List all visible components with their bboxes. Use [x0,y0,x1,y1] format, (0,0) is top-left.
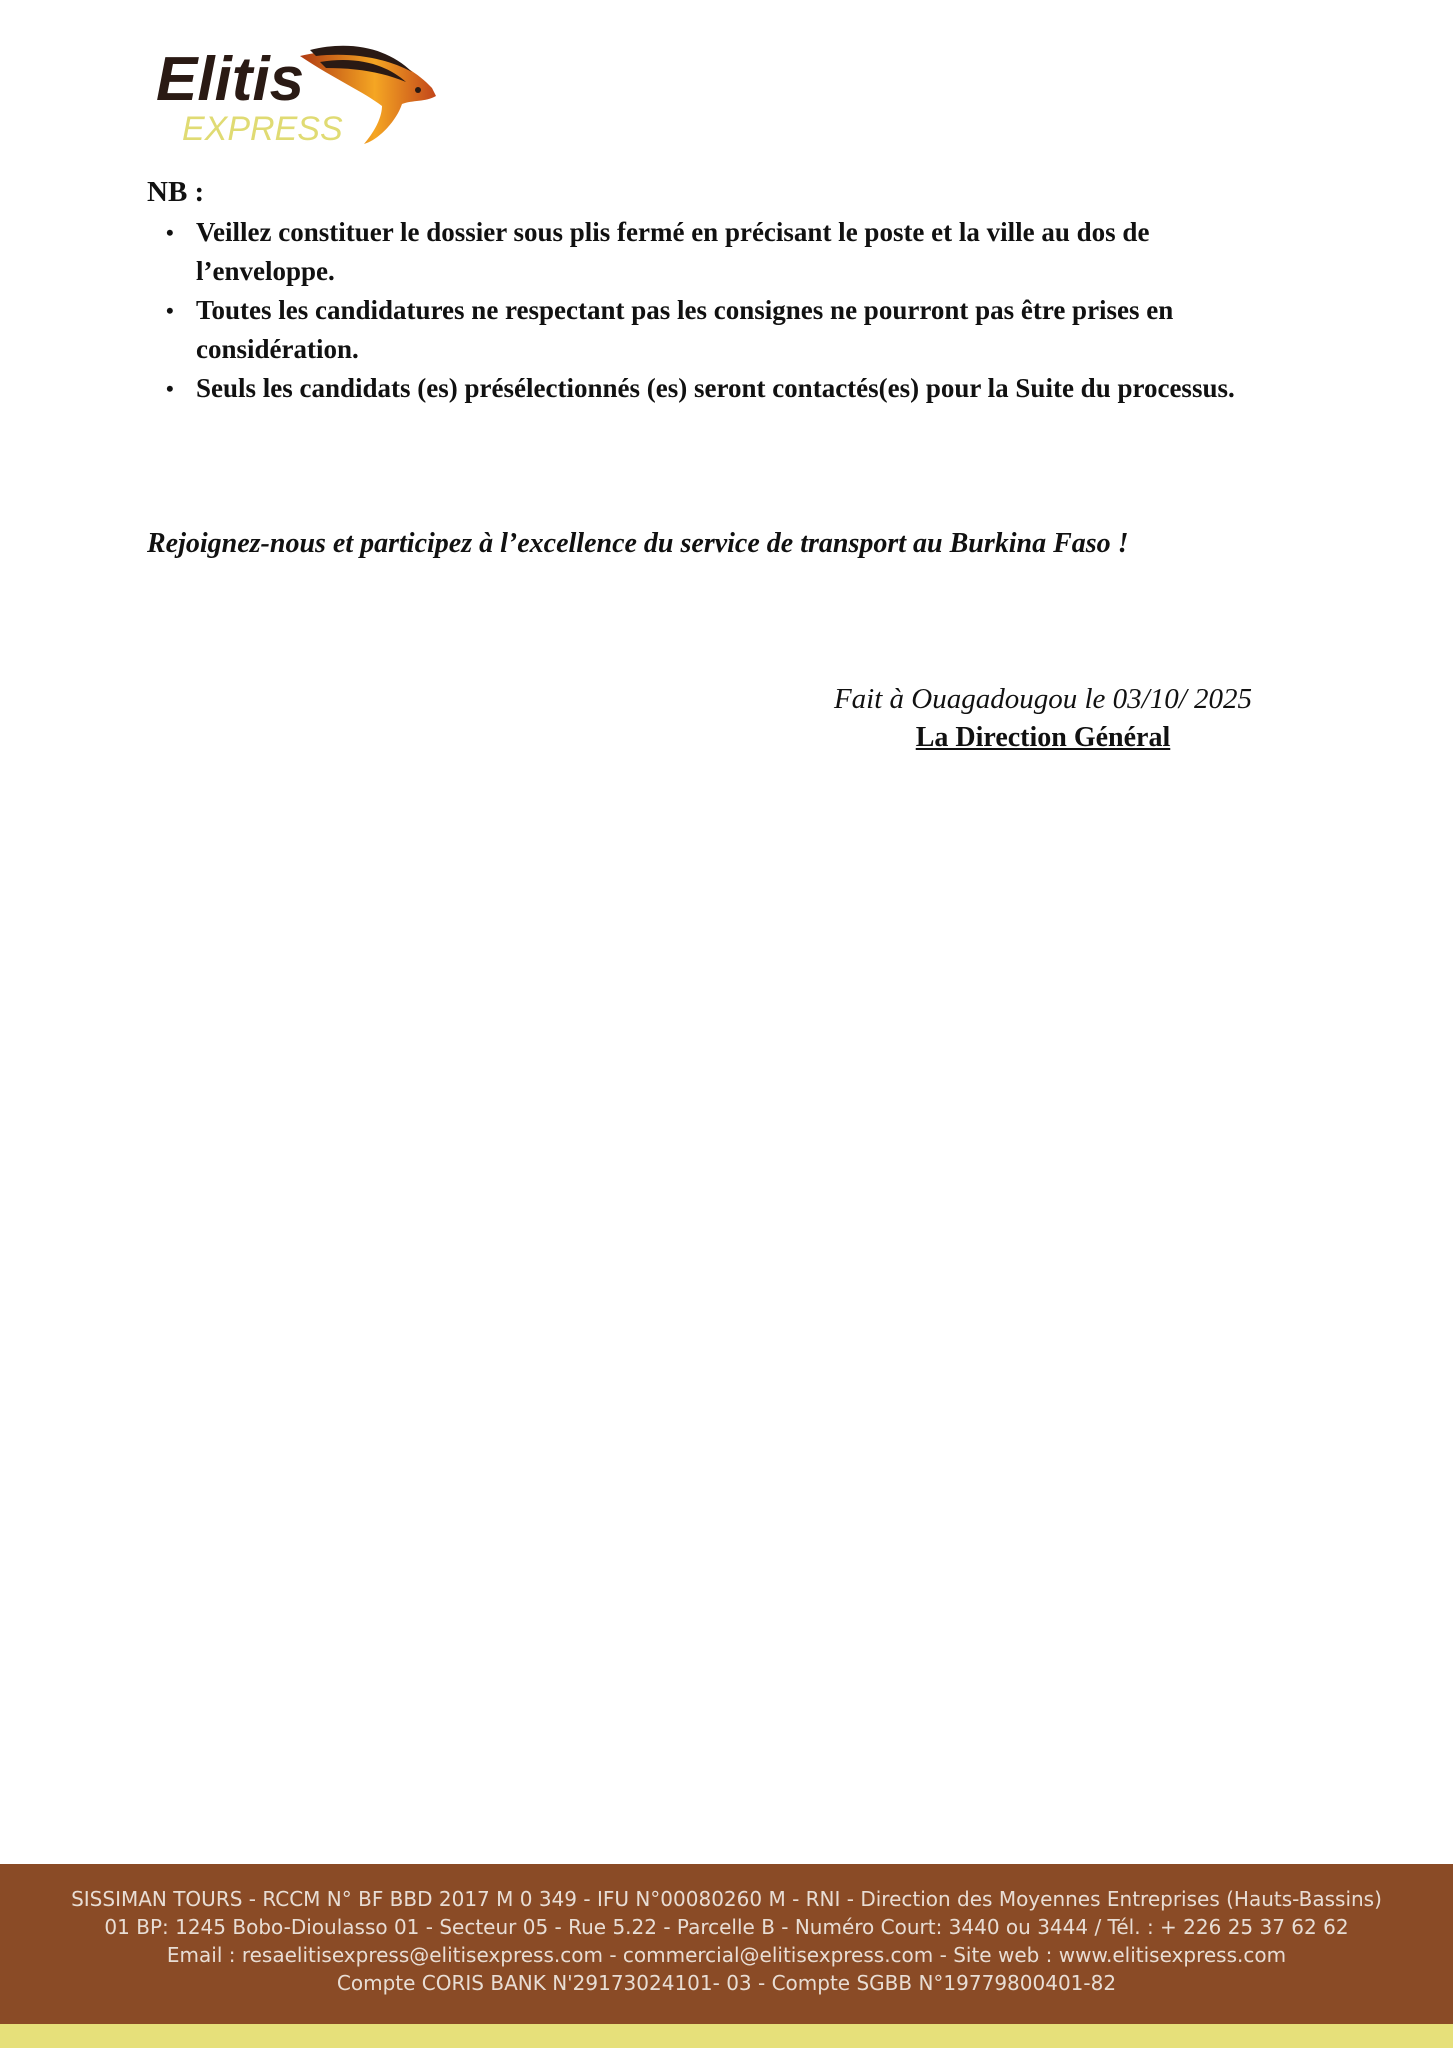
footer-accent-strip [0,2024,1453,2048]
list-item-text: Seuls les candidats (es) présélectionnés (es) seront contactés(es) pour la Suite du processus. [196,373,1235,403]
bullet-icon: • [166,298,174,323]
signatory: La Direction Général [915,722,1171,753]
closing-tagline: Rejoignez-nous et participez à l’excellence du service de transport au Burkina Faso ! [147,528,1129,559]
letterhead-footer [0,1864,1453,2024]
bullet-icon: • [166,376,174,401]
bullet-icon: • [166,220,174,245]
place-date: Fait à Ouagadougou le 03/10/ 2025 [833,683,1253,715]
footer-line-bank: Compte CORIS BANK N'29173024101- 03 - Compte SGBB N°19779800401-82 [336,1971,1117,1995]
logo-wordmark: Elitis [156,45,305,114]
list-item [147,291,1256,369]
list-item [147,369,1396,408]
notes-title: NB : [147,176,205,208]
list-item-text: Veillez constituer le dossier sous plis fermé en précisant le poste et la ville au dos de l’enveloppe. [196,217,1150,286]
footer-line-company: SISSIMAN TOURS - RCCM N° BF BBD 2017 M 0 349 - IFU N°00080260 M - RNI - Direction des Moyennes Entreprises (Hauts-Bassins) [71,1887,1382,1911]
logo-subtitle: EXPRESS [182,110,343,148]
company-logo [150,36,450,156]
signature-block [800,680,1286,758]
footer-line-address: 01 BP: 1245 Bobo-Dioulasso 01 - Secteur 05 - Rue 5.22 - Parcelle B - Numéro Court: 3440 ou 3444 / Tél. : + 226 25 37 62 62 [104,1915,1349,1939]
footer-line-contact: Email : resaelitisexpress@elitisexpress.com - commercial@elitisexpress.com - Site web : www.elitisexpress.com [166,1943,1287,1967]
list-item [147,213,1261,291]
list-item-text: Toutes les candidatures ne respectant pas les consignes ne pourront pas être prises en considération. [196,295,1174,364]
notes-list [147,213,1347,408]
